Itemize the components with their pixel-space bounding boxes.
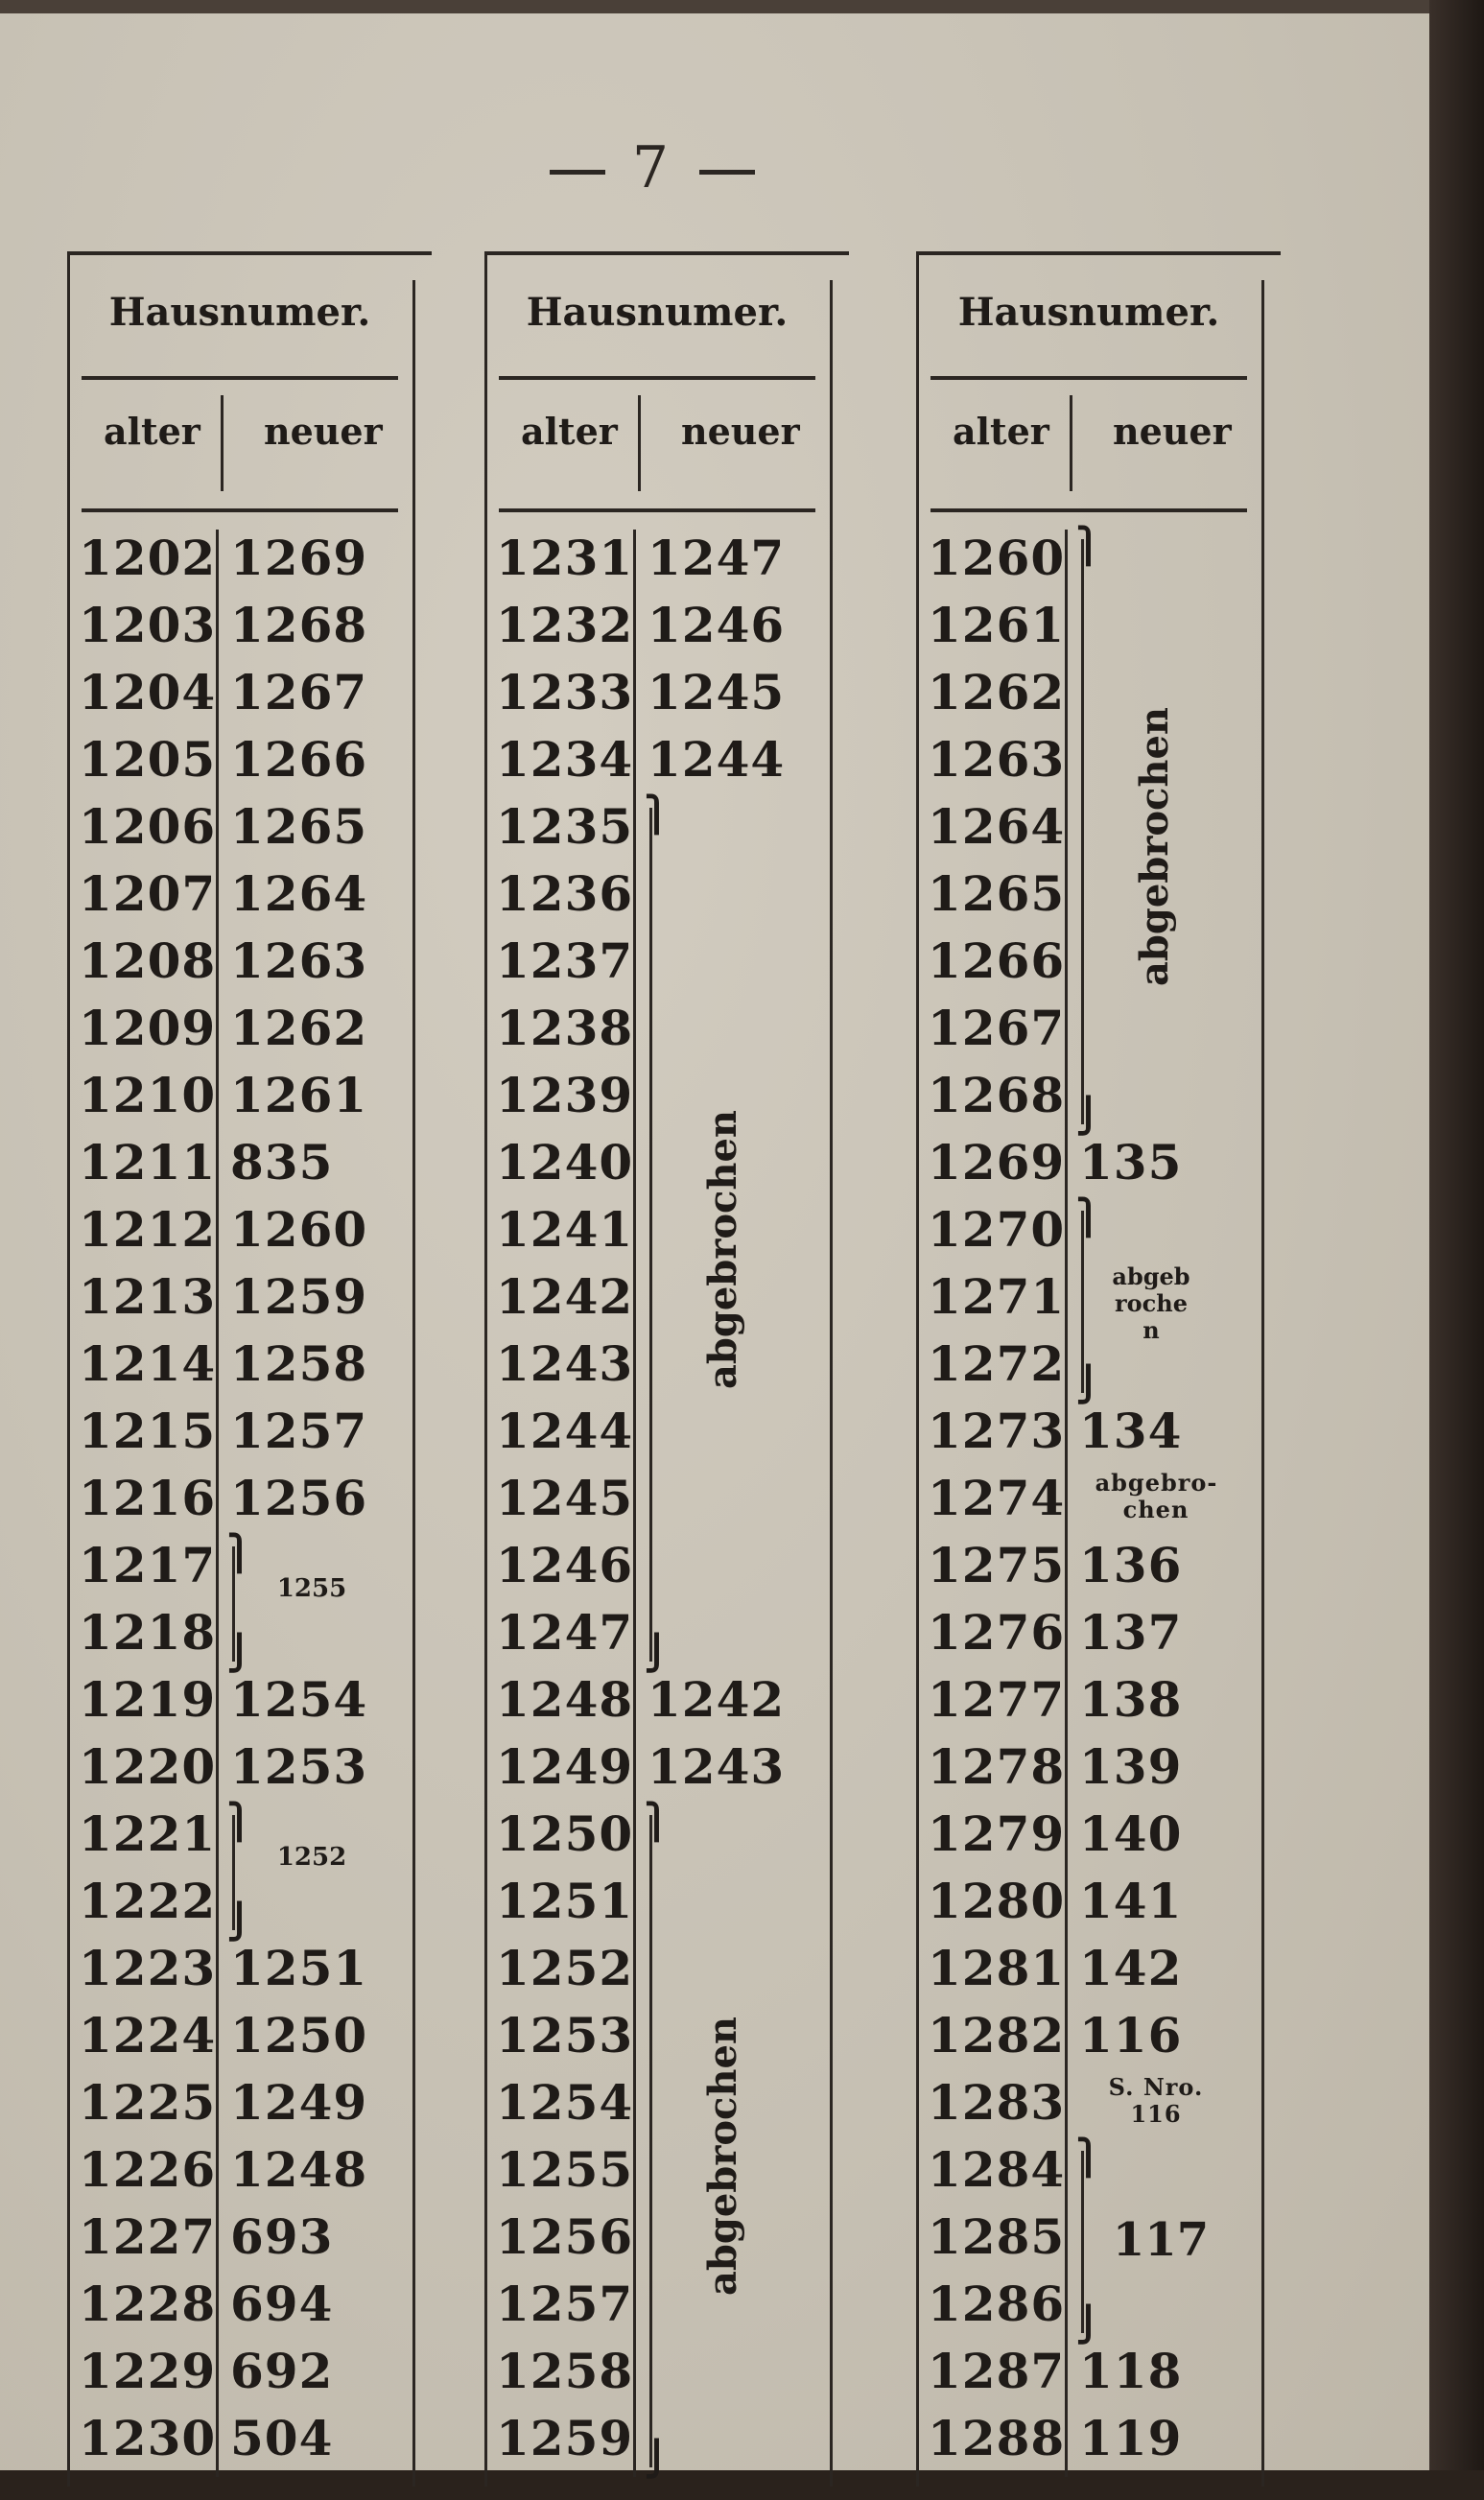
table-row: [67, 2276, 441, 2343]
header-rule: [499, 376, 815, 380]
alter-number: 1233: [496, 664, 634, 720]
table-row: [67, 865, 441, 932]
alter-number: 1262: [928, 664, 1066, 720]
alter-number: 1244: [496, 1403, 634, 1459]
neuer-number: 1262: [230, 1000, 368, 1056]
brace-bottom-curl: ⎭: [1075, 1364, 1101, 1404]
alter-number: 1225: [79, 2074, 217, 2131]
neuer-number: 1249: [230, 2074, 368, 2131]
table-row: [67, 1201, 441, 1268]
alter-number: 1234: [496, 731, 634, 788]
alter-number: 1235: [496, 798, 634, 855]
alter-number: 1209: [79, 1000, 217, 1056]
table-row: [67, 1335, 441, 1403]
header-rule: [930, 376, 1247, 380]
table-row: [67, 932, 441, 1000]
table-row: [67, 530, 441, 597]
neuer-number: 1263: [230, 932, 368, 989]
table-row: [67, 2208, 441, 2276]
brace-top-curl: ⎫: [1075, 1197, 1101, 1238]
alter-number: 1283: [928, 2074, 1066, 2131]
table-row: [67, 2074, 441, 2141]
table-row: [916, 1403, 1290, 1470]
neuer-number: 135: [1079, 1134, 1183, 1191]
neuer-number: 1267: [230, 664, 368, 720]
alter-number: 1246: [496, 1537, 634, 1593]
table-column-3: [916, 251, 1290, 2466]
page-top-edge: [0, 0, 1429, 13]
alter-number: 1274: [928, 1470, 1066, 1526]
alter-number: 1258: [496, 2343, 634, 2399]
neuer-number: 694: [230, 2276, 334, 2332]
page-number-dash-right: [699, 170, 755, 175]
table-row: [67, 2343, 441, 2410]
alter-number: 1218: [79, 1604, 217, 1661]
neuer-number: 1251: [230, 1940, 368, 1996]
neuer-number: 1264: [230, 865, 368, 922]
table-row: [484, 731, 859, 798]
alter-number: 1256: [496, 2208, 634, 2265]
table-row: [484, 664, 859, 731]
alter-number: 1260: [928, 530, 1066, 586]
subheader-alter: alter: [521, 410, 618, 453]
alter-number: 1280: [928, 1873, 1066, 1929]
alter-number: 1242: [496, 1268, 634, 1325]
neuer-number: 504: [230, 2410, 334, 2466]
table-row: [67, 731, 441, 798]
column-top-rule: [67, 251, 432, 255]
alter-number: 1253: [496, 2007, 634, 2064]
alter-number: 1243: [496, 1335, 634, 1392]
group-label-vertical: abgebrochen: [700, 1110, 745, 1389]
table-row: [67, 1403, 441, 1470]
brace-bottom-curl: ⎭: [226, 1633, 252, 1673]
column-header: Hausnumer.: [957, 290, 1220, 335]
subheader-alter: alter: [953, 410, 1049, 453]
neuer-number: 1268: [230, 597, 368, 653]
group-label: abgebrochen: [1112, 1262, 1190, 1344]
alter-number: 1239: [496, 1067, 634, 1123]
neuer-number: 1256: [230, 1470, 368, 1526]
neuer-number: 1242: [648, 1671, 786, 1728]
table-row: [484, 1671, 859, 1738]
grouping-brace: [649, 1815, 681, 2467]
neuer-number: 1243: [648, 1738, 786, 1795]
alter-number: 1228: [79, 2276, 217, 2332]
table-row: [916, 1940, 1290, 2007]
neuer-number: 141: [1079, 1873, 1183, 1929]
table-row: [67, 664, 441, 731]
brace-top-curl: ⎫: [1075, 526, 1101, 566]
alter-number: 1270: [928, 1201, 1066, 1258]
brace-top-curl: ⎫: [644, 1802, 670, 1842]
table-row: [916, 1470, 1290, 1537]
brace-bottom-curl: ⎭: [1075, 2304, 1101, 2345]
alter-number: 1267: [928, 1000, 1066, 1056]
alter-number: 1251: [496, 1873, 634, 1929]
alter-number: 1271: [928, 1268, 1066, 1325]
alter-number: 1286: [928, 2276, 1066, 2332]
table-row: [67, 1940, 441, 2007]
table-row: [916, 1134, 1290, 1201]
alter-number: 1276: [928, 1604, 1066, 1661]
subheader-divider: [221, 395, 224, 491]
alter-number: 1255: [496, 2141, 634, 2198]
brace-top-curl: ⎫: [226, 1802, 252, 1842]
subheader-neuer: neuer: [1113, 410, 1232, 453]
neuer-number: 1250: [230, 2007, 368, 2064]
column-top-rule: [916, 251, 1281, 255]
table-row: [67, 1671, 441, 1738]
table-row: [67, 2007, 441, 2074]
alter-number: 1261: [928, 597, 1066, 653]
neuer-number: 693: [230, 2208, 334, 2265]
table-row: [484, 597, 859, 664]
neuer-number: 1246: [648, 597, 786, 653]
brace-bottom-curl: ⎭: [1075, 1096, 1101, 1136]
neuer-number: 1244: [648, 731, 786, 788]
neuer-number: 1245: [648, 664, 786, 720]
grouping-brace: [1081, 539, 1113, 1124]
neuer-number: abgebrochen: [1095, 1469, 1217, 1523]
neuer-number: 692: [230, 2343, 334, 2399]
subheader-neuer: neuer: [264, 410, 383, 453]
alter-number: 1266: [928, 932, 1066, 989]
table-row: [67, 1268, 441, 1335]
table-row: [67, 1470, 441, 1537]
group-label-vertical: abgebrochen: [700, 2017, 745, 2296]
table-row: [916, 1537, 1290, 1604]
table-row: [67, 2141, 441, 2208]
alter-number: 1238: [496, 1000, 634, 1056]
table-row: [484, 1738, 859, 1805]
alter-number: 1203: [79, 597, 217, 653]
table-row: [916, 2007, 1290, 2074]
neuer-number: 1269: [230, 530, 368, 586]
page-number: [518, 134, 787, 201]
neuer-number: 1257: [230, 1403, 368, 1459]
alter-number: 1227: [79, 2208, 217, 2265]
subheader-alter: alter: [104, 410, 200, 453]
alter-number: 1254: [496, 2074, 634, 2131]
alter-number: 1268: [928, 1067, 1066, 1123]
alter-number: 1236: [496, 865, 634, 922]
alter-number: 1259: [496, 2410, 634, 2466]
subheader-divider: [1070, 395, 1072, 491]
subheader-rule: [930, 508, 1247, 512]
alter-number: 1288: [928, 2410, 1066, 2466]
alter-number: 1240: [496, 1134, 634, 1191]
alter-number: 1214: [79, 1335, 217, 1392]
brace-bottom-curl: ⎭: [644, 2439, 670, 2479]
alter-number: 1285: [928, 2208, 1066, 2265]
alter-number: 1205: [79, 731, 217, 788]
neuer-number: 1248: [230, 2141, 368, 2198]
alter-number: 1281: [928, 1940, 1066, 1996]
alter-number: 1211: [79, 1134, 217, 1191]
table-row: [67, 798, 441, 865]
neuer-number: 142: [1079, 1940, 1183, 1996]
alter-number: 1241: [496, 1201, 634, 1258]
brace-top-curl: ⎫: [1075, 2137, 1101, 2178]
subheader-rule: [82, 508, 398, 512]
alter-number: 1219: [79, 1671, 217, 1728]
table-row: [916, 1671, 1290, 1738]
neuer-number: 835: [230, 1134, 334, 1191]
group-label: 1255: [276, 1574, 347, 1603]
neuer-number: 139: [1079, 1738, 1183, 1795]
neuer-number: 136: [1079, 1537, 1183, 1593]
neuer-number: S. Nro. 116: [1108, 2073, 1204, 2128]
table-row: [916, 1873, 1290, 1940]
table-row: [916, 1604, 1290, 1671]
neuer-number: 137: [1079, 1604, 1183, 1661]
alter-number: 1204: [79, 664, 217, 720]
alter-number: 1237: [496, 932, 634, 989]
column-header: Hausnumer.: [526, 290, 789, 335]
table-row: [916, 2343, 1290, 2410]
alter-number: 1257: [496, 2276, 634, 2332]
alter-number: 1223: [79, 1940, 217, 1996]
subheader-neuer: neuer: [681, 410, 800, 453]
neuer-number: 1259: [230, 1268, 368, 1325]
alter-number: 1224: [79, 2007, 217, 2064]
column-top-rule: [484, 251, 849, 255]
group-label: 117: [1112, 2213, 1210, 2267]
neuer-number: 1254: [230, 1671, 368, 1728]
table-row: [67, 2410, 441, 2477]
alter-number: 1272: [928, 1335, 1066, 1392]
neuer-number: 1265: [230, 798, 368, 855]
alter-number: 1263: [928, 731, 1066, 788]
alter-number: 1231: [496, 530, 634, 586]
table-row: [916, 1805, 1290, 1873]
alter-number: 1248: [496, 1671, 634, 1728]
alter-number: 1287: [928, 2343, 1066, 2399]
neuer-number: 1261: [230, 1067, 368, 1123]
brace-top-curl: ⎫: [644, 794, 670, 835]
book-spine-edge: [1429, 0, 1484, 2500]
alter-number: 1245: [496, 1470, 634, 1526]
table-row: [67, 597, 441, 664]
neuer-number: 1258: [230, 1335, 368, 1392]
neuer-number: 1260: [230, 1201, 368, 1258]
alter-number: 1249: [496, 1738, 634, 1795]
alter-number: 1212: [79, 1201, 217, 1258]
alter-number: 1220: [79, 1738, 217, 1795]
alter-number: 1284: [928, 2141, 1066, 2198]
alter-number: 1279: [928, 1805, 1066, 1862]
alter-number: 1232: [496, 597, 634, 653]
table-column-2: [484, 251, 859, 2479]
group-label-vertical: abgebrochen: [1132, 707, 1177, 986]
header-rule: [82, 376, 398, 380]
alter-number: 1202: [79, 530, 217, 586]
brace-bottom-curl: ⎭: [226, 1901, 252, 1942]
alter-number: 1207: [79, 865, 217, 922]
neuer-number: 119: [1079, 2410, 1183, 2466]
table-row: [67, 1000, 441, 1067]
alter-number: 1250: [496, 1805, 634, 1862]
neuer-number: 118: [1079, 2343, 1183, 2399]
alter-number: 1215: [79, 1403, 217, 1459]
neuer-number: 1266: [230, 731, 368, 788]
table-column-1: [67, 251, 441, 2466]
neuer-number: 134: [1079, 1403, 1183, 1459]
column-header: Hausnumer.: [108, 290, 371, 335]
neuer-number: 140: [1079, 1805, 1183, 1862]
alter-number: 1208: [79, 932, 217, 989]
alter-number: 1273: [928, 1403, 1066, 1459]
page-number-text: 7: [631, 134, 673, 201]
alter-number: 1247: [496, 1604, 634, 1661]
alter-number: 1269: [928, 1134, 1066, 1191]
alter-number: 1277: [928, 1671, 1066, 1728]
alter-number: 1252: [496, 1940, 634, 1996]
table-row: [67, 1067, 441, 1134]
alter-number: 1216: [79, 1470, 217, 1526]
brace-bottom-curl: ⎭: [644, 1633, 670, 1673]
alter-number: 1264: [928, 798, 1066, 855]
page-number-dash-left: [550, 170, 605, 175]
table-row: [916, 2410, 1290, 2477]
alter-number: 1265: [928, 865, 1066, 922]
alter-number: 1229: [79, 2343, 217, 2399]
grouping-brace: [649, 808, 681, 1662]
table-row: [67, 1134, 441, 1201]
alter-number: 1278: [928, 1738, 1066, 1795]
alter-number: 1226: [79, 2141, 217, 2198]
group-label: 1252: [276, 1843, 347, 1872]
alter-number: 1210: [79, 1067, 217, 1123]
alter-number: 1217: [79, 1537, 217, 1593]
alter-number: 1206: [79, 798, 217, 855]
table-row: [484, 530, 859, 597]
table-row: [916, 1738, 1290, 1805]
subheader-divider: [638, 395, 641, 491]
table-row: [916, 2074, 1290, 2141]
table-row: [67, 1738, 441, 1805]
alter-number: 1222: [79, 1873, 217, 1929]
alter-number: 1282: [928, 2007, 1066, 2064]
neuer-number: 1253: [230, 1738, 368, 1795]
neuer-number: 116: [1079, 2007, 1183, 2064]
alter-number: 1213: [79, 1268, 217, 1325]
neuer-number: 138: [1079, 1671, 1183, 1728]
brace-top-curl: ⎫: [226, 1533, 252, 1573]
neuer-number: 1247: [648, 530, 786, 586]
subheader-rule: [499, 508, 815, 512]
alter-number: 1275: [928, 1537, 1066, 1593]
alter-number: 1221: [79, 1805, 217, 1862]
alter-number: 1230: [79, 2410, 217, 2466]
